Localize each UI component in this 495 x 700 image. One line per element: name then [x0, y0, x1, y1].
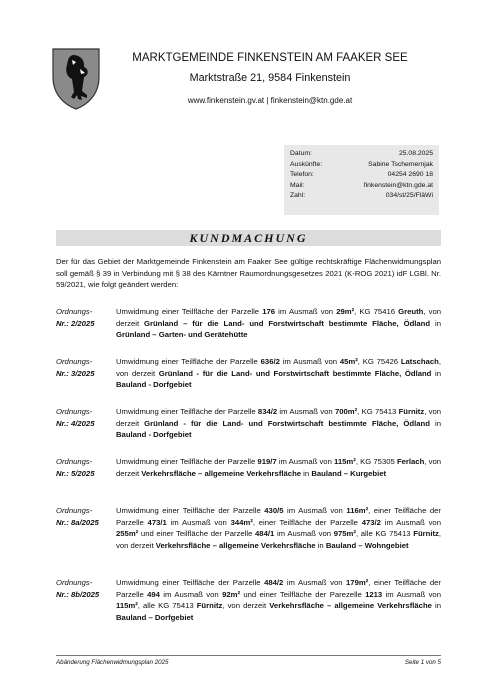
text-segment: in	[430, 318, 441, 328]
intro-paragraph: Der für das Gebiet der Marktgemeinde Finkenstein am Faaker See gültige rechtskräftige Flächenwidmungsplan soll gemäß § 39 in Verbindung mit § 38 des Kärntner Raumordnungsgesetzes 2021 (K-ROG 2021) idF LGBl. Nr. 59/2021, wie folgt geändert werden:	[56, 257, 441, 289]
entry-label-nr: Nr.:	[56, 318, 69, 328]
footer-document-title: Abänderung Flächenwidmungsplan 2025	[56, 659, 169, 666]
text-segment: Umwidmung einer Teilfläche der Parzelle	[116, 307, 263, 316]
info-row-contact-person	[290, 160, 433, 171]
entry-number-value: 2/2025	[70, 318, 95, 328]
organization-name: MARKTGEMEINDE FINKENSTEIN AM FAAKER SEE	[132, 52, 408, 64]
text-segment: im Ausmaß von	[382, 589, 441, 599]
text-segment: in	[431, 368, 441, 378]
place-name: Ferlach	[396, 457, 425, 466]
text-segment: im Ausmaß von	[279, 357, 340, 366]
info-box	[284, 145, 439, 215]
info-value: 04254 2690 18	[387, 171, 433, 178]
text-segment: in	[301, 468, 312, 478]
area-value: 115m²	[334, 457, 356, 466]
info-row-mail	[290, 181, 433, 192]
entry-label-prefix: Ordnungs-	[56, 578, 93, 587]
text-segment: , von derzeit	[116, 529, 442, 550]
text-segment: Umwidmung einer Teilfläche der Parzelle	[116, 457, 258, 466]
text-segment: Umwidmung einer Teilfläche der Parzelle	[116, 357, 261, 366]
zoning-to: Bauland – Wohngebiet	[325, 540, 409, 550]
entry-label-prefix: Ordnungs-	[56, 357, 93, 366]
text-segment: , von derzeit	[116, 457, 441, 478]
area-value: 179m²	[346, 578, 369, 587]
info-value: 25.08.2025	[398, 150, 433, 157]
area-value: 45m²	[339, 357, 358, 366]
info-row-date	[290, 149, 433, 160]
info-label: Telefon:	[290, 171, 314, 178]
text-segment: im Ausmaß von	[283, 578, 347, 587]
info-label: Zahl:	[290, 192, 306, 199]
entry-number-value: 8b/2025	[70, 589, 100, 599]
text-segment: , einer Teilfläche der Parzelle	[116, 578, 441, 599]
info-row-reference	[290, 191, 433, 202]
zoning-to: Bauland - Dorfgebiet	[116, 380, 192, 389]
text-segment: und einer Teilfläche der Parezelle	[240, 589, 366, 599]
area-value: 115m²	[116, 601, 138, 610]
entry-text	[116, 577, 441, 623]
text-segment: , einer Teilfläche der Parzelle	[252, 517, 362, 527]
entry-number-value: 3/2025	[70, 368, 95, 378]
entry-label-prefix: Ordnungs-	[56, 407, 93, 416]
entry-label-nr: Nr.:	[56, 589, 69, 599]
area-value: 116m²	[346, 506, 369, 515]
text-segment: , einer Teilfläche der Parzelle	[116, 506, 441, 527]
text-segment: in	[315, 540, 326, 550]
entry-number	[56, 505, 111, 528]
entry-number	[56, 356, 111, 379]
text-segment: und einer Teilfläche der Parzelle	[138, 529, 256, 538]
text-segment: Umwidmung einer Teilfläche der Parzelle	[116, 506, 265, 515]
document-title: KUNDMACHUNG	[189, 231, 308, 245]
info-label: Datum:	[290, 150, 312, 157]
text-segment: , KG 75416	[354, 307, 399, 316]
area-value: 92m²	[222, 589, 241, 599]
zoning-to: Bauland – Kurgebiet	[311, 468, 387, 478]
area-value: 29m²	[336, 307, 355, 316]
text-segment: im Ausmaß von	[283, 506, 347, 515]
parcel-number: 430/5	[264, 506, 284, 515]
zoning-to: Grünland – Garten- und Gerätehütte	[116, 330, 248, 339]
entry-number	[56, 406, 111, 429]
entry-label-nr: Nr.:	[56, 517, 69, 527]
place-name: Fürnitz	[196, 601, 223, 610]
entry-number-value: 8a/2025	[70, 517, 99, 527]
text-segment: im Ausmaß von	[277, 407, 335, 416]
area-value: 344m²	[230, 517, 253, 527]
text-segment: im Ausmaß von	[159, 589, 223, 599]
entry-number	[56, 456, 111, 479]
zoning-from: Grünland – für die Land- und Forstwirtschaft bestimmte Fläche, Ödland	[144, 318, 431, 328]
place-name: Fürnitz	[398, 407, 425, 416]
parcel-number: 919/7	[257, 457, 277, 466]
entry-label-nr: Nr.:	[56, 368, 69, 378]
entry-label-nr: Nr.:	[56, 468, 69, 478]
entry-label-nr: Nr.:	[56, 418, 69, 428]
text-segment: , von derzeit	[116, 407, 441, 428]
organization-address: Marktstraße 21, 9584 Finkenstein	[189, 72, 351, 84]
entry-text	[116, 306, 441, 341]
text-segment: Umwidmung einer Teilfläche der Parzelle	[116, 407, 258, 416]
parcel-number: 176	[262, 307, 276, 316]
title-bar	[56, 230, 441, 246]
entry-text	[116, 456, 441, 479]
area-value: 700m²	[334, 407, 358, 416]
text-segment: im Ausmaß von	[275, 307, 337, 316]
entry-number-value: 4/2025	[70, 418, 95, 428]
place-name: Fürnitz	[413, 529, 439, 538]
entry-number	[56, 306, 111, 329]
entry-label-prefix: Ordnungs-	[56, 307, 93, 316]
zoning-from: Verkehrsfläche – allgemeine Verkehrsfläche	[269, 601, 432, 610]
entry-number-value: 5/2025	[70, 468, 95, 478]
text-segment: Umwidmung einer Teilfläche der Parzelle	[116, 578, 265, 587]
parcel-number: 473/1	[147, 517, 167, 527]
info-label: Auskünfte:	[290, 160, 323, 168]
info-value: Sabine Tschemernjak	[368, 160, 433, 168]
text-segment: , KG 75426	[357, 357, 401, 366]
zoning-from: Grünland - für die Land- und Forstwirtschaft bestimmte Fläche, Ödland	[144, 418, 430, 428]
text-segment: im Ausmaß von	[274, 529, 334, 538]
text-segment: in	[431, 601, 441, 610]
text-segment: , alle KG 75413	[137, 601, 197, 610]
text-segment: , KG 75413	[357, 407, 399, 416]
parcel-number: 484/2	[264, 578, 284, 587]
info-row-phone	[290, 170, 433, 181]
organization-contact: www.finkenstein.gv.at | finkenstein@ktn.gde.at	[187, 96, 353, 105]
zoning-from: Grünland - für die Land- und Forstwirtschaft bestimmte Fläche, Ödland	[158, 368, 432, 378]
area-value: 975m²	[333, 529, 356, 538]
parcel-number: 834/2	[257, 407, 278, 416]
entry-label-prefix: Ordnungs-	[56, 457, 93, 466]
coat-of-arms-icon	[51, 47, 101, 111]
entry-label-prefix: Ordnungs-	[56, 506, 93, 515]
place-name: Latschach	[400, 357, 439, 366]
parcel-number: 636/2	[260, 357, 280, 366]
entry-number	[56, 577, 111, 600]
info-value: 034/st/25/FläWi	[385, 192, 433, 199]
parcel-number: 494	[147, 589, 160, 599]
text-segment: , von derzeit	[222, 601, 270, 610]
zoning-to: Bauland – Dorfgebiet	[116, 612, 194, 622]
zoning-from: Verkehrsfläche – allgemeine Verkehrsfläche	[141, 468, 302, 478]
area-value: 255m²	[116, 529, 139, 538]
text-segment: in	[429, 418, 441, 428]
zoning-from: Verkehrsfläche – allgemeine Verkehrsfläche	[155, 540, 316, 550]
text-segment: im Ausmaß von	[166, 517, 231, 527]
parcel-number: 473/2	[361, 517, 381, 527]
footer-divider	[56, 655, 441, 656]
info-value: finkenstein@ktn.gde.at	[363, 181, 433, 189]
text-segment: im Ausmaß von	[380, 517, 441, 527]
parcel-number: 1213	[365, 589, 383, 599]
entry-text	[116, 356, 441, 391]
text-segment: , von derzeit	[116, 307, 442, 328]
info-label: Mail:	[290, 181, 305, 189]
text-segment: , KG 75305	[355, 457, 397, 466]
place-name: Greuth	[398, 307, 424, 316]
footer-page-number: Seite 1 von 5	[404, 659, 441, 666]
entry-text	[116, 505, 441, 551]
text-segment: im Ausmaß von	[276, 457, 335, 466]
entry-text	[116, 406, 441, 441]
parcel-number: 484/1	[255, 529, 275, 538]
text-segment: , alle KG 75413	[355, 529, 414, 538]
zoning-to: Bauland - Dorfgebiet	[116, 430, 192, 439]
text-segment: , von derzeit	[116, 357, 441, 378]
